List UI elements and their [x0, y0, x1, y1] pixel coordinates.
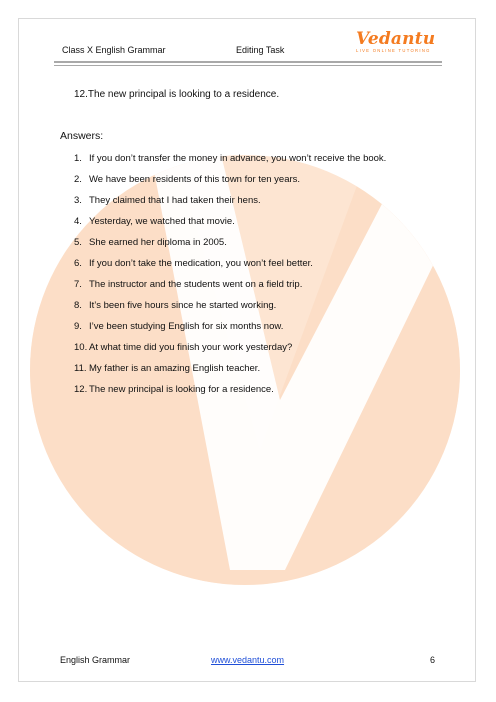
- answer-number: 7.: [74, 279, 82, 290]
- header-divider: [54, 61, 442, 63]
- answer-item: [74, 257, 386, 278]
- answer-number: 6.: [74, 258, 82, 269]
- question-text: The new principal is looking to a residence.: [87, 89, 280, 100]
- answer-number: 5.: [74, 237, 82, 248]
- answer-text: My father is an amazing English teacher.: [89, 363, 261, 374]
- question-number: 12.: [74, 89, 88, 100]
- answer-item: [74, 362, 386, 383]
- answers-list: [74, 152, 386, 404]
- answer-number: 9.: [74, 321, 82, 332]
- answer-number: 1.: [74, 153, 82, 164]
- footer-title: English Grammar: [60, 655, 131, 665]
- previous-question: [74, 89, 279, 100]
- answer-item: [74, 320, 386, 341]
- answer-item: [74, 194, 386, 215]
- answer-item: [74, 236, 386, 257]
- answer-text: Yesterday, we watched that movie.: [89, 216, 235, 227]
- answer-number: 3.: [74, 195, 82, 206]
- footer-website-link[interactable]: www.vedantu.com: [211, 655, 285, 665]
- answer-text: If you don’t transfer the money in advance, you won’t receive the book.: [89, 153, 387, 164]
- answer-text: I’ve been studying English for six months now.: [89, 321, 284, 332]
- answer-item: [74, 383, 386, 404]
- answer-number: 12.: [74, 384, 88, 395]
- answer-number: 2.: [74, 174, 82, 185]
- answer-item: [74, 278, 386, 299]
- answer-number: 8.: [74, 300, 82, 311]
- logo-wordmark: Vedantu: [356, 29, 436, 49]
- answer-item: [74, 341, 386, 362]
- answer-number: 11.: [74, 363, 87, 374]
- answer-text: She earned her diploma in 2005.: [89, 237, 227, 248]
- answer-text: The instructor and the students went on a field trip.: [89, 279, 303, 290]
- answer-text: The new principal is looking for a residence.: [89, 384, 274, 395]
- answer-text: We have been residents of this town for ten years.: [89, 174, 301, 185]
- answer-item: [74, 215, 386, 236]
- answer-text: At what time did you finish your work yesterday?: [89, 342, 293, 353]
- answer-item: [74, 299, 386, 320]
- answer-item: [74, 173, 386, 194]
- answers-heading: Answers:: [60, 130, 104, 142]
- answer-text: If you don’t take the medication, you won’t feel better.: [89, 258, 313, 269]
- answer-number: 4.: [74, 216, 82, 227]
- page-number: 6: [430, 655, 436, 665]
- vedantu-logo: [356, 30, 436, 54]
- answer-item: [74, 152, 386, 173]
- header-course-title: Class X English Grammar: [62, 45, 166, 55]
- logo-tagline: LIVE ONLINE TUTORING: [356, 48, 431, 53]
- header-divider-thin: [54, 65, 442, 66]
- header-section-title: Editing Task: [236, 45, 285, 55]
- answer-text: It’s been five hours since he started working.: [89, 300, 277, 311]
- answer-number: 10.: [74, 342, 88, 353]
- answer-text: They claimed that I had taken their hens.: [89, 195, 261, 206]
